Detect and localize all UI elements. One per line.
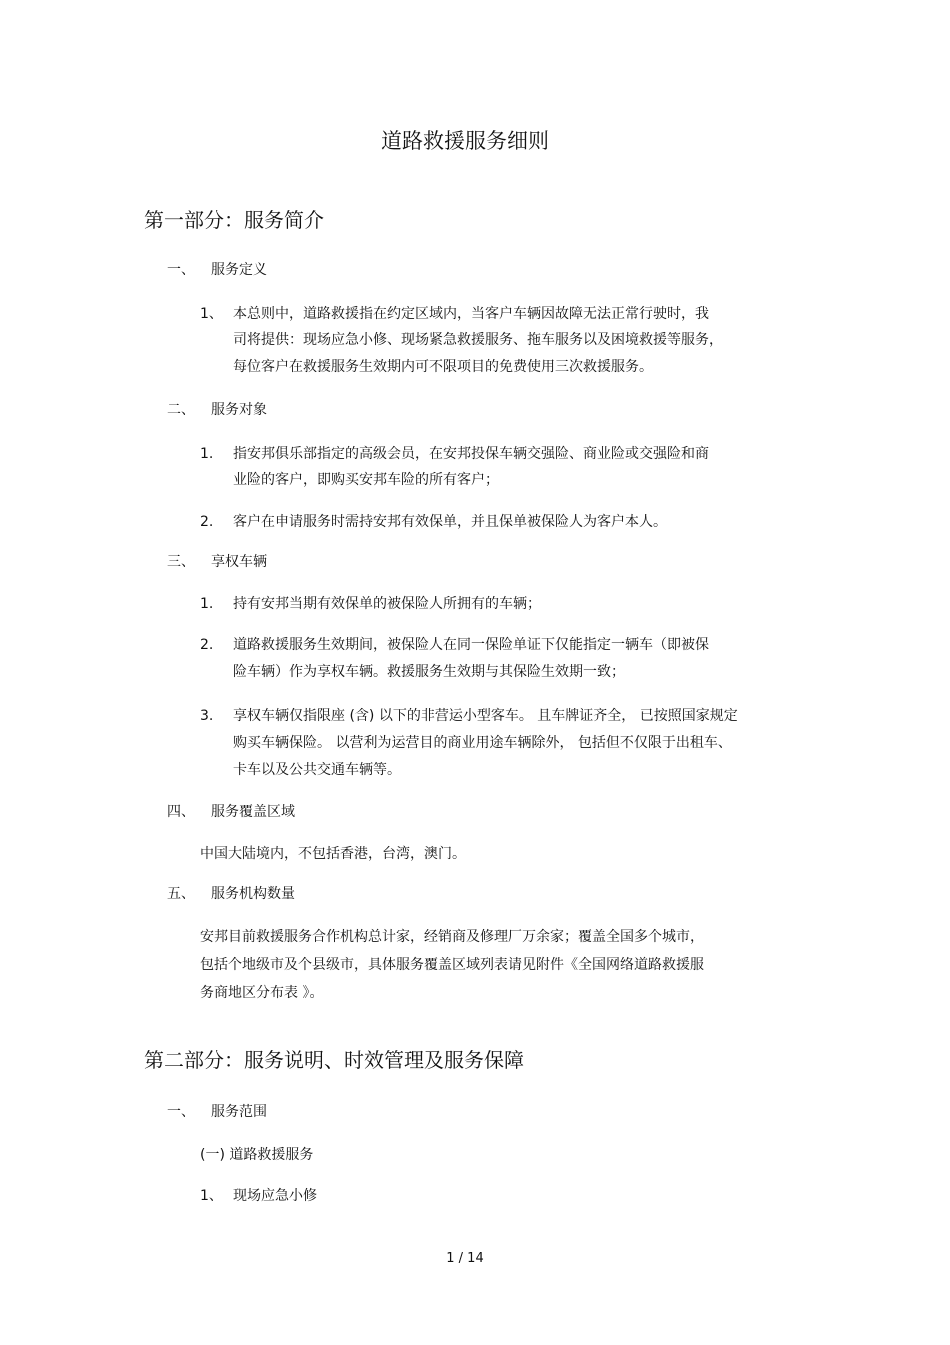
section-number: 五、 xyxy=(167,886,195,902)
section-text-line: 务商地区分布表 》。 xyxy=(200,985,324,1001)
section-title: 服务对象 xyxy=(211,402,267,418)
subsection-title: (一) 道路救援服务 xyxy=(200,1147,314,1163)
item-text-line: 业险的客户，即购买安邦车险的所有客户； xyxy=(233,472,499,488)
section-title: 享权车辆 xyxy=(211,554,267,570)
item-number: 3. xyxy=(200,708,214,724)
section-title: 服务定义 xyxy=(211,262,267,278)
item-text-line: 指安邦俱乐部指定的高级会员，在安邦投保车辆交强险、商业险或交强险和商 xyxy=(233,446,709,462)
item-text-line: 险车辆）作为享权车辆。救援服务生效期与其保险生效期一致； xyxy=(233,664,625,680)
section-number: 一、 xyxy=(167,1104,195,1120)
section-title: 服务覆盖区域 xyxy=(211,804,295,820)
item-text-line: 购买车辆保险。 以营利为运营目的商业用途车辆除外， 包括但不仅限于出租车、 xyxy=(233,735,732,751)
item-number: 1、 xyxy=(200,306,223,322)
item-text-line: 本总则中，道路救援指在约定区域内，当客户车辆因故障无法正常行驶时，我 xyxy=(233,306,709,322)
item-number: 1、 xyxy=(200,1188,223,1204)
item-text-line: 道路救援服务生效期间，被保险人在同一保险单证下仅能指定一辆车（即被保 xyxy=(233,637,709,653)
item-number: 1. xyxy=(200,596,214,612)
section-title: 服务范围 xyxy=(211,1104,267,1120)
section-number: 三、 xyxy=(167,554,195,570)
item-text-line: 现场应急小修 xyxy=(233,1188,317,1204)
section-number: 二、 xyxy=(167,402,195,418)
item-text-line: 每位客户在救援服务生效期内可不限项目的免费使用三次救援服务。 xyxy=(233,359,653,375)
page-number: 1 / 14 xyxy=(446,1251,484,1266)
item-number: 2. xyxy=(200,514,214,530)
item-text-line: 客户在申请服务时需持安邦有效保单，并且保单被保险人为客户本人。 xyxy=(233,514,667,530)
section-text: 中国大陆境内，不包括香港，台湾，澳门。 xyxy=(200,846,466,862)
section-text-line: 安邦目前救援服务合作机构总计家，经销商及修理厂万余家；覆盖全国多个城市， xyxy=(200,929,704,945)
item-text-line: 司将提供：现场应急小修、现场紧急救援服务、拖车服务以及困境救援等服务， xyxy=(233,332,723,348)
section-number: 四、 xyxy=(167,804,195,820)
part2-heading: 第二部分：服务说明、时效管理及服务保障 xyxy=(144,1048,524,1072)
part1-heading: 第一部分：服务简介 xyxy=(144,208,324,232)
document-title: 道路救援服务细则 xyxy=(381,129,549,153)
item-text-line: 持有安邦当期有效保单的被保险人所拥有的车辆； xyxy=(233,596,541,612)
section-title: 服务机构数量 xyxy=(211,886,295,902)
item-number: 2. xyxy=(200,637,214,653)
section-number: 一、 xyxy=(167,262,195,278)
item-text-line: 享权车辆仅指限座 (含) 以下的非营运小型客车。 且车牌证齐全， 已按照国家规定 xyxy=(233,708,738,724)
section-text-line: 包括个地级市及个县级市，具体服务覆盖区域列表请见附件《全国网络道路救援服 xyxy=(200,957,704,973)
item-number: 1. xyxy=(200,446,214,462)
item-text-line: 卡车以及公共交通车辆等。 xyxy=(233,762,401,778)
